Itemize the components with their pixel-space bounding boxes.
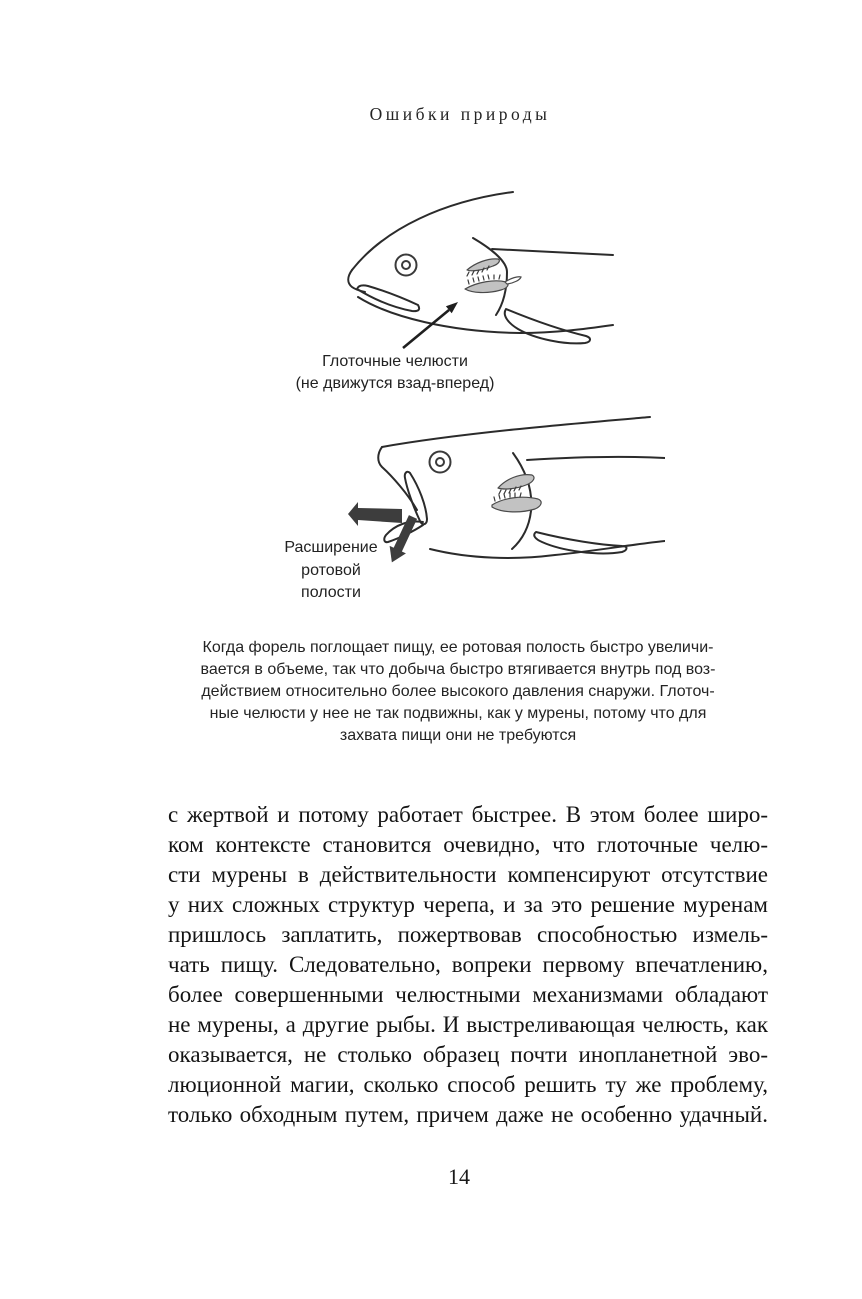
body-line: только обходным путем, причем даже не особенно удачный. <box>168 1102 768 1127</box>
figure-caption-line: действием относительно более высокого давления снаружи. Глоточ- <box>201 683 715 700</box>
fish-eye-icon <box>430 452 451 473</box>
diagram1-label-line: Глоточные челюсти <box>322 353 468 370</box>
body-line: сти мурены в действительности компенсируют отсутствие <box>168 862 768 887</box>
expansion-arrow-left-icon <box>348 502 402 526</box>
fish-outline <box>378 417 665 558</box>
diagram2-label-line: полости <box>301 584 361 601</box>
pharyngeal-jaws <box>492 475 541 512</box>
body-paragraph <box>168 800 768 1130</box>
diagram2-label <box>256 537 406 605</box>
figure-caption <box>148 637 768 747</box>
body-line: у них сложных структур черепа, и за это решение муренам <box>168 892 768 917</box>
pharyngeal-jaws <box>465 259 521 293</box>
body-line: более совершенными челюстными механизмами обладают <box>168 982 768 1007</box>
body-line: чать пищу. Следовательно, вопреки первому впечатлению, <box>168 952 768 977</box>
diagram1-label-line: (не движутся взад-вперед) <box>295 375 495 392</box>
diagram1-label <box>245 351 545 395</box>
pointer-arrow-icon <box>403 302 458 348</box>
diagram2-label-line: ротовой <box>301 561 361 579</box>
body-line: люционной магии, сколько способ решить ту же проблему, <box>168 1072 768 1097</box>
diagram2-label-line: Расширение <box>284 539 378 556</box>
running-title: Ошибки природы <box>369 104 551 124</box>
page-number: 14 <box>448 1164 470 1189</box>
fish-eye-icon <box>396 255 417 276</box>
body-line: не мурены, а другие рыбы. И выстреливающая челюсть, как <box>168 1012 768 1037</box>
figure-caption-line: вается в объеме, так что добыча быстро втягивается внутрь под воз- <box>200 661 716 678</box>
body-line: пришлось заплатить, пожертвовав способностью измель- <box>168 922 768 947</box>
body-line: с жертвой и потому работает быстрее. В этом более широ- <box>168 802 768 827</box>
body-line: ком контексте становится очевидно, что глоточные челю- <box>168 832 768 857</box>
fish-head-closed-mouth-illustration <box>330 173 650 353</box>
figure-caption-line: Когда форель поглощает пищу, ее ротовая полость быстро увеличи- <box>202 639 714 656</box>
figure-caption-line: ные челюсти у нее не так подвижны, как у мурены, потому что для <box>209 705 707 722</box>
figure-caption-line: захвата пищи они не требуются <box>339 727 577 744</box>
body-line: оказывается, не столько образец почти инопланетной эво- <box>168 1042 768 1067</box>
